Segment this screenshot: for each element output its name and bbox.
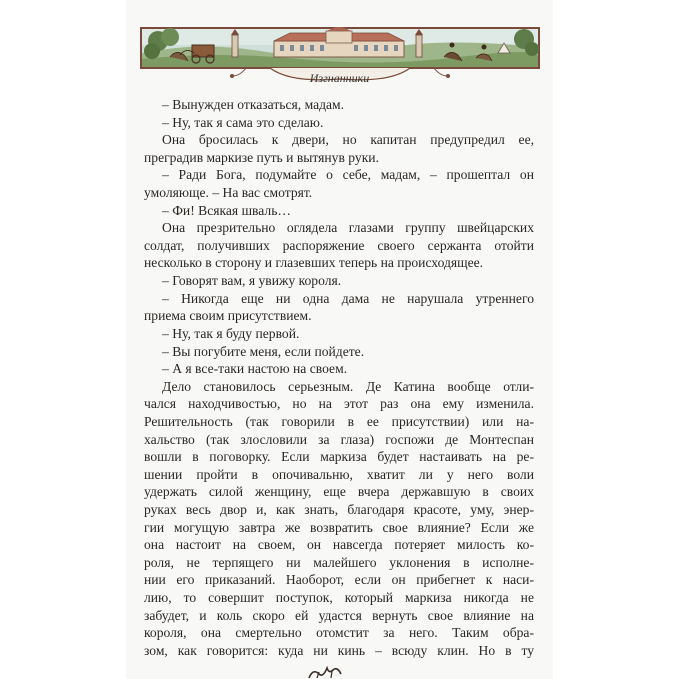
text-line: забудет, и коль скоро ей удастся вернуть свое влияние на bbox=[144, 607, 534, 623]
text-line: она настоит на своем, он навсегда потеряет милость ко- bbox=[144, 537, 534, 553]
text-line: удержать силой женщину, еще вчера державшую в своих bbox=[144, 484, 534, 500]
text-line: несколько в сторону и глазевших теперь на происходящее. bbox=[144, 255, 484, 271]
text-line: – Фи! Всякая шваль… bbox=[162, 202, 292, 218]
text-line: – Говорят вам, я увижу короля. bbox=[162, 273, 342, 289]
text-line: хальство (так злословили за глаза) госпожи де Монтеспан bbox=[144, 431, 534, 447]
text-line: лию, то совершит поступок, который маркиза никогда не bbox=[144, 590, 534, 606]
text-line: нии его приказаний. Наоборот, если он прибегнет к наси- bbox=[144, 572, 534, 588]
text-line: Она презрительно оглядела глазами группу швейцарских bbox=[162, 220, 534, 236]
text-line: солдат, получивших распоряжение своего сержанта отойти bbox=[144, 237, 534, 253]
text-line: преградив маркизе путь и вытянув руки. bbox=[144, 149, 379, 165]
text-line: умоляюще. – На вас смотрят. bbox=[144, 185, 313, 201]
text-line: приема своим присутствием. bbox=[144, 308, 312, 324]
text-line: Решительность (так говорили в ее присутствии) или на- bbox=[144, 413, 534, 429]
text-line: Она бросилась к двери, но капитан предупредил ее, bbox=[162, 132, 534, 148]
book-page bbox=[126, 0, 553, 679]
running-head: Изгнанники bbox=[309, 71, 370, 85]
text-line: – Никогда еще ни одна дама не нарушала утреннего bbox=[162, 290, 534, 306]
text-line: чался находчивостью, но на этот раз она ему изменила. bbox=[144, 396, 534, 412]
text-line: гии могущую завтра же возвратить свое влияние? Если же bbox=[144, 519, 534, 535]
text-line: Дело становилось серьезным. Де Катина вообще отли- bbox=[162, 378, 534, 394]
text-line: вошли в поговорку. Если маркиза будет настаивать на ре- bbox=[144, 449, 534, 465]
page-ornament-icon bbox=[305, 664, 345, 679]
text-line: руках весь двор и, как знать, благодаря красоте, уму, энер- bbox=[144, 502, 534, 518]
text-line: зом, как говорится: куда ни кинь – всюду клин. Но в ту bbox=[144, 642, 534, 658]
text-line: шении пройти в опочивальню, хватит ли у него воли bbox=[144, 466, 534, 482]
text-line: – Вынужден отказаться, мадам. bbox=[162, 97, 345, 112]
text-line: – А я все-таки настою на своем. bbox=[162, 361, 348, 377]
body-text bbox=[144, 96, 534, 660]
text-line: – Ради Бога, подумайте о себе, мадам, – прошептал он bbox=[162, 167, 534, 183]
text-line: – Ну, так я сама это сделаю. bbox=[162, 114, 324, 130]
text-line: – Ну, так я буду первой. bbox=[162, 325, 300, 341]
text-line: – Вы погубите меня, если пойдете. bbox=[162, 343, 365, 359]
text-line: роля, не терпящего ни малейшего уклонения в исполне- bbox=[144, 554, 534, 570]
text-line: короля, она смертельно отомстит за него. Таким обра- bbox=[144, 625, 534, 641]
